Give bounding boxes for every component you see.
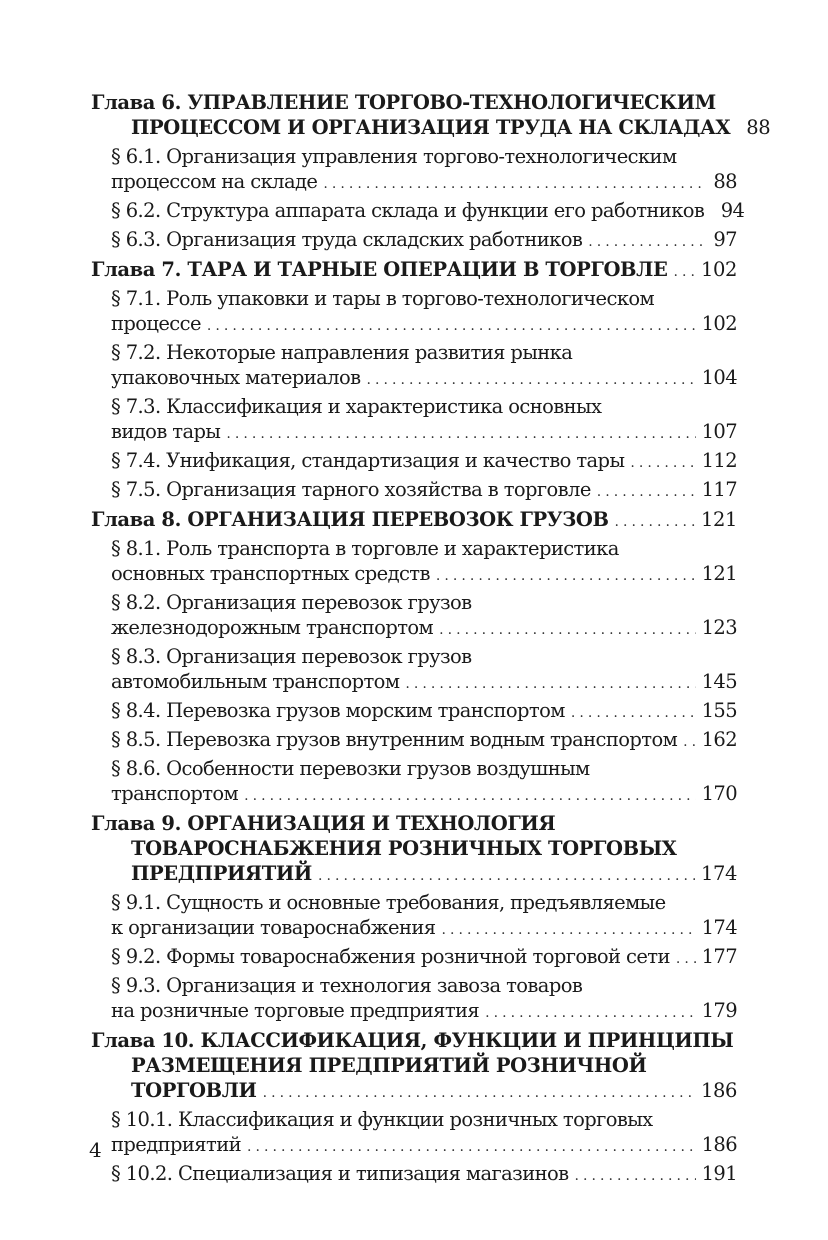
toc-title-line: § 8.1. Роль транспорта в торговле и характеристика <box>111 537 619 560</box>
toc-title-line: § 10.1. Классификация и функции розничных торговых <box>111 1108 653 1131</box>
page-number: 4 <box>89 1138 102 1162</box>
dot-leader <box>588 227 703 255</box>
toc-page-number: 170 <box>701 782 737 805</box>
toc-page-number: 191 <box>701 1162 737 1185</box>
toc-title-line: § 8.3. Организация перевозок грузов <box>111 645 472 668</box>
toc-chapter[interactable] <box>91 507 737 535</box>
toc-page-number: 155 <box>701 699 737 722</box>
toc-title-line: транспортом <box>111 782 239 805</box>
toc-title-line: § 10.2. Специализация и типизация магазинов <box>111 1162 569 1185</box>
toc-page-number: 174 <box>701 916 737 939</box>
toc-title-line: Глава 6. УПРАВЛЕНИЕ ТОРГОВО-ТЕХНОЛОГИЧЕСКИМ <box>91 91 716 114</box>
dot-leader <box>318 861 695 889</box>
toc-chapter[interactable] <box>91 811 737 889</box>
dot-leader <box>630 448 695 476</box>
toc-page-number: 102 <box>701 312 737 335</box>
toc-title-line: железнодорожным транспортом <box>111 616 434 639</box>
dot-leader <box>436 561 696 589</box>
toc-section[interactable] <box>91 1161 737 1189</box>
toc-section[interactable] <box>91 590 737 643</box>
toc-page-number: 145 <box>701 670 737 693</box>
toc-title-line: ПРОЦЕССОМ И ОРГАНИЗАЦИЯ ТРУДА НА СКЛАДАХ <box>131 116 731 139</box>
dot-leader <box>323 169 703 197</box>
toc-title-line: автомобильным транспортом <box>111 670 400 693</box>
toc-title-line: § 7.2. Некоторые направления развития рынка <box>111 341 573 364</box>
toc-section[interactable] <box>91 1107 737 1160</box>
toc-section[interactable] <box>91 198 745 226</box>
dot-leader <box>441 915 695 943</box>
toc-section[interactable] <box>91 890 737 943</box>
dot-leader <box>676 944 696 972</box>
toc-section[interactable] <box>91 698 737 726</box>
toc-title-line: упаковочных материалов <box>111 366 361 389</box>
toc-page-number: 97 <box>713 228 737 251</box>
toc-title-line: § 7.4. Унификация, стандартизация и качество тары <box>111 449 625 472</box>
toc-page-number: 179 <box>701 999 737 1022</box>
dot-leader <box>439 615 695 643</box>
toc-title-line: ТОВАРОСНАБЖЕНИЯ РОЗНИЧНЫХ ТОРГОВЫХ <box>131 837 677 860</box>
dot-leader <box>405 669 695 697</box>
toc-chapter[interactable] <box>91 1028 737 1106</box>
toc-title-line: § 9.3. Организация и технология завоза товаров <box>111 974 583 997</box>
toc-page-number: 174 <box>700 862 737 885</box>
toc-title-line: на розничные торговые предприятия <box>111 999 480 1022</box>
dot-leader <box>575 1161 696 1189</box>
toc-title-line: § 8.4. Перевозка грузов морским транспортом <box>111 699 565 722</box>
toc-page-number: 94 <box>720 199 745 222</box>
toc-title-line: ТОРГОВЛИ <box>131 1079 257 1102</box>
toc-section[interactable] <box>91 448 737 476</box>
toc-page-number: 186 <box>701 1133 737 1156</box>
toc-title-line: § 8.5. Перевозка грузов внутренним водным транспортом <box>111 728 678 751</box>
toc-title-line: § 9.2. Формы товароснабжения розничной торговой сети <box>111 945 670 968</box>
toc-title-line: РАЗМЕЩЕНИЯ ПРЕДПРИЯТИЙ РОЗНИЧНОЙ <box>131 1054 647 1077</box>
toc-title-line: § 9.1. Сущность и основные требования, предъявляемые <box>111 891 666 914</box>
toc-chapter[interactable] <box>91 90 771 143</box>
toc-page-number: 117 <box>701 478 737 501</box>
dot-leader <box>615 507 695 535</box>
toc-section[interactable] <box>91 227 737 255</box>
toc-section[interactable] <box>91 536 737 589</box>
toc-title-line: Глава 9. ОРГАНИЗАЦИЯ И ТЕХНОЛОГИЯ <box>91 812 556 835</box>
toc-title-line: Глава 7. ТАРА И ТАРНЫЕ ОПЕРАЦИИ В ТОРГОВЛЕ <box>91 258 668 281</box>
toc-page-number: 123 <box>701 616 737 639</box>
toc-title-line: Глава 10. КЛАССИФИКАЦИЯ, ФУНКЦИИ И ПРИНЦИПЫ <box>91 1029 734 1052</box>
toc-title-line: § 6.1. Организация управления торгово-технологическим <box>111 145 677 168</box>
toc-title-line: к организации товароснабжения <box>111 916 436 939</box>
toc-title-line: ПРЕДПРИЯТИЙ <box>131 862 312 885</box>
toc-section[interactable] <box>91 340 737 393</box>
toc-title-line: § 7.5. Организация тарного хозяйства в торговле <box>111 478 591 501</box>
toc-section[interactable] <box>91 944 737 972</box>
toc-page-number: 162 <box>701 728 737 751</box>
toc-section[interactable] <box>91 144 737 197</box>
toc-section[interactable] <box>91 394 737 447</box>
toc-title-line: предприятий <box>111 1133 241 1156</box>
toc-title-line: процессе <box>111 312 201 335</box>
toc-page-number: 121 <box>701 562 737 585</box>
toc-section[interactable] <box>91 973 737 1026</box>
dot-leader <box>263 1078 695 1106</box>
toc-chapter[interactable] <box>91 257 737 285</box>
toc-title-line: § 6.3. Организация труда складских работников <box>111 228 583 251</box>
toc-page-number: 186 <box>700 1079 737 1102</box>
toc-page-number: 112 <box>701 449 737 472</box>
dot-leader <box>366 365 695 393</box>
toc-page-number: 88 <box>713 170 737 193</box>
toc-title-line: основных транспортных средств <box>111 562 430 585</box>
toc-section[interactable] <box>91 477 737 505</box>
toc-title-line: § 7.3. Классификация и характеристика основных <box>111 395 602 418</box>
dot-leader <box>597 477 696 505</box>
toc-section[interactable] <box>91 644 737 697</box>
toc-page-number: 177 <box>701 945 737 968</box>
toc-section[interactable] <box>91 727 737 755</box>
toc-title-line: § 7.1. Роль упаковки и тары в торгово-технологическом <box>111 287 655 310</box>
dot-leader <box>207 311 696 339</box>
toc-title-line: видов тары <box>111 420 221 443</box>
toc-title-line: § 6.2. Структура аппарата склада и функции его работников <box>111 199 705 222</box>
toc-title-line: § 8.6. Особенности перевозки грузов воздушным <box>111 757 590 780</box>
toc-section[interactable] <box>91 756 737 809</box>
table-of-contents <box>91 88 771 1189</box>
toc-title-line: Глава 8. ОРГАНИЗАЦИЯ ПЕРЕВОЗОК ГРУЗОВ <box>91 508 609 531</box>
dot-leader <box>247 1132 696 1160</box>
toc-page-number: 102 <box>700 258 737 281</box>
dot-leader <box>244 781 695 809</box>
dot-leader <box>673 257 695 285</box>
toc-section[interactable] <box>91 286 737 339</box>
dot-leader <box>485 998 695 1026</box>
toc-title-line: § 8.2. Организация перевозок грузов <box>111 591 472 614</box>
toc-page-number: 107 <box>701 420 737 443</box>
dot-leader <box>683 727 695 755</box>
toc-title-line: процессом на складе <box>111 170 318 193</box>
toc-page-number: 121 <box>700 508 737 531</box>
dot-leader <box>226 419 695 447</box>
dot-leader <box>571 698 696 726</box>
toc-page-number: 104 <box>701 366 737 389</box>
toc-page-number: 88 <box>746 116 771 139</box>
